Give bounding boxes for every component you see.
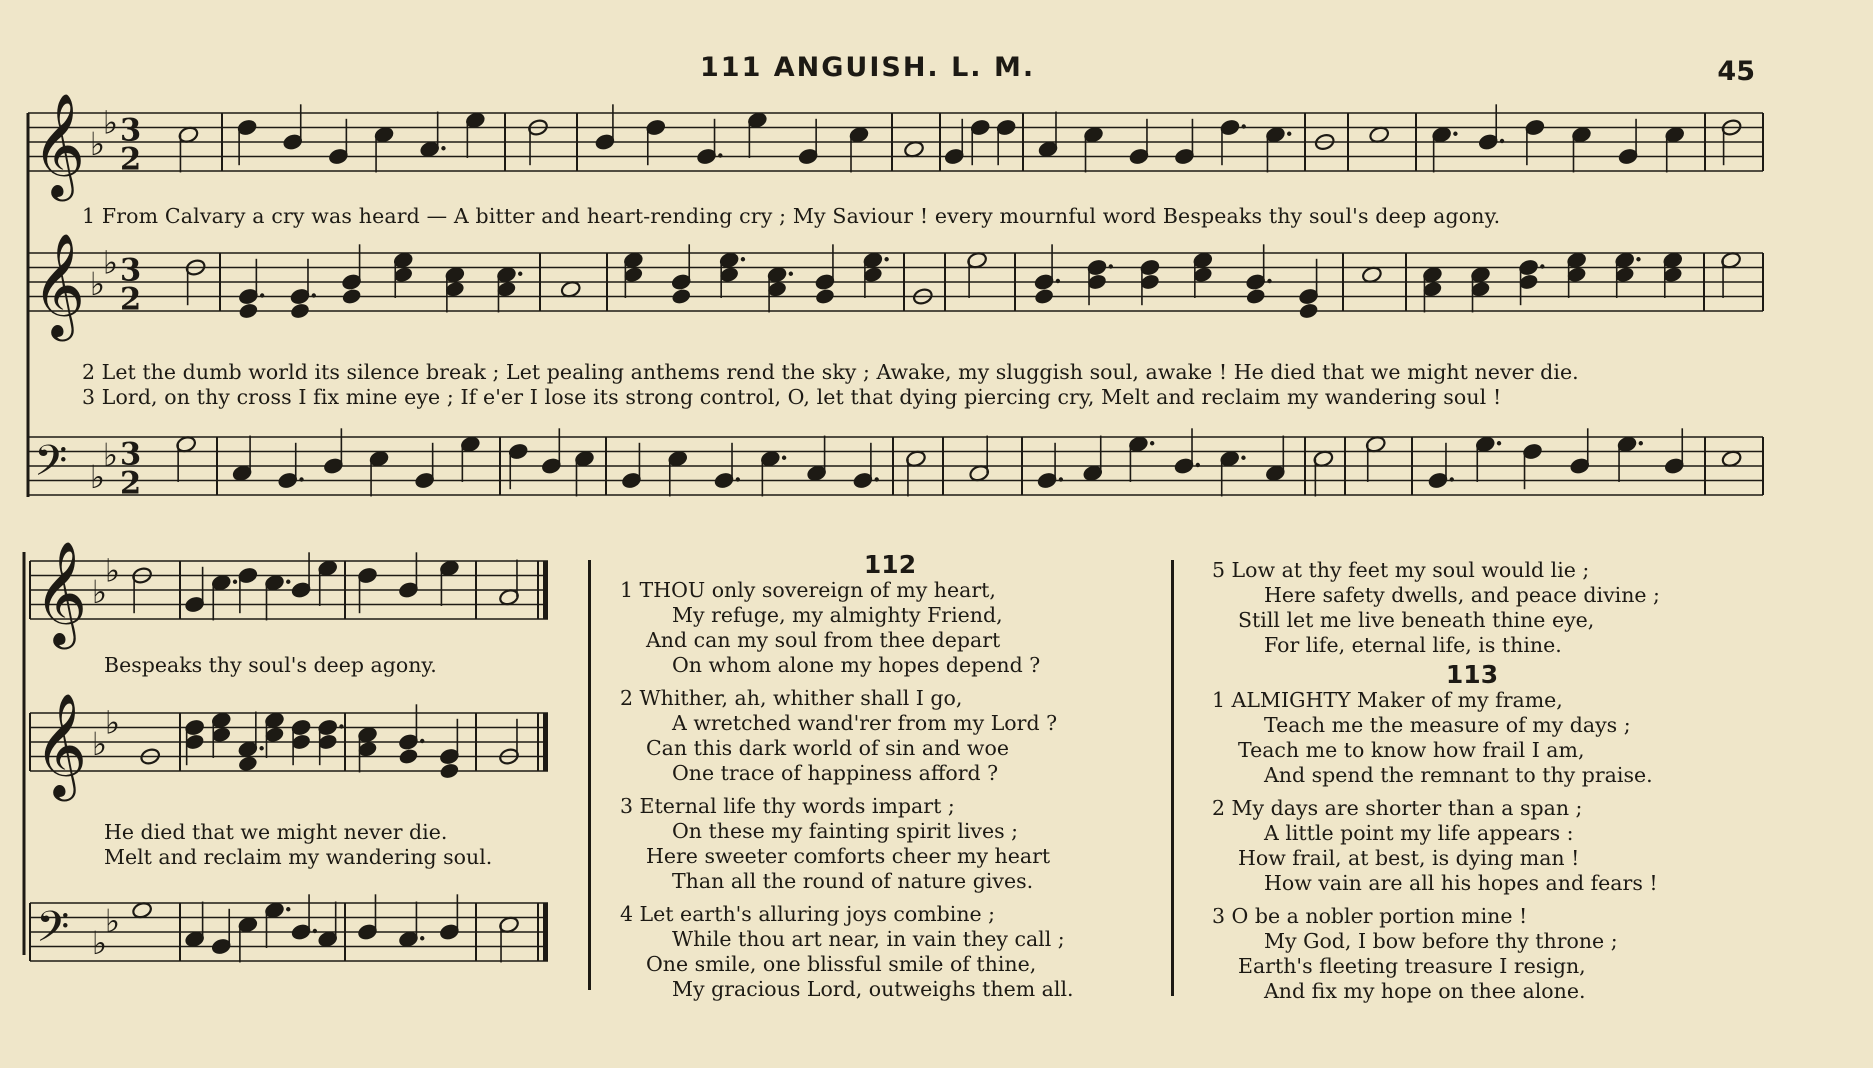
hymn-113-stanzas xyxy=(1212,688,1732,1004)
dot xyxy=(1540,264,1544,268)
ending-lyric-3: Melt and reclaim my wandering soul. xyxy=(104,845,493,869)
hymn-113-line: Earth's fleeting treasure I resign, xyxy=(1238,954,1586,978)
dot xyxy=(299,477,303,481)
time-signature: 2 xyxy=(120,141,142,178)
hymn-112-line: Than all the round of nature gives. xyxy=(672,869,1034,893)
hymn-112-line: 4 Let earth's alluring joys combine ; xyxy=(620,902,996,926)
note-head xyxy=(289,302,310,320)
hymn-112-line: Can this dark world of sin and woe xyxy=(646,736,1009,760)
bass-clef-icon: 𝄢 xyxy=(34,436,68,497)
hymn-112-stanza xyxy=(620,902,1160,1002)
note-head xyxy=(341,287,362,305)
time-signature: 3 xyxy=(120,252,142,289)
hymn-112-line: One trace of happiness afford ? xyxy=(672,761,999,785)
dot xyxy=(1150,441,1154,445)
ending-lyric-1: Bespeaks thy soul's deep agony. xyxy=(104,653,437,677)
flat-sign: ♭ xyxy=(103,436,119,474)
final-bar xyxy=(543,561,548,619)
treble-clef-icon: 𝄞 xyxy=(34,693,88,798)
dot xyxy=(736,477,740,481)
dot xyxy=(1450,477,1454,481)
dot xyxy=(518,272,522,276)
dot xyxy=(312,293,316,297)
dot xyxy=(884,257,888,261)
hymn-112-line: Here sweeter comforts cheer my heart xyxy=(646,844,1051,868)
hymn-112-line: A wretched wand'rer from my Lord ? xyxy=(672,711,1058,735)
hymn-112-line: My gracious Lord, outweighs them all. xyxy=(672,977,1074,1001)
hymn-113-line: 2 My days are shorter than a span ; xyxy=(1212,796,1583,820)
dot xyxy=(1636,257,1640,261)
flat-sign: ♭ xyxy=(90,125,106,164)
dot xyxy=(1059,477,1063,481)
dot xyxy=(339,724,343,728)
flat-sign: ♭ xyxy=(92,923,108,962)
flat-sign: ♭ xyxy=(90,457,106,496)
flat-sign: ♭ xyxy=(92,573,108,612)
dot xyxy=(1196,463,1200,467)
dot xyxy=(1639,441,1643,445)
dot xyxy=(420,739,424,743)
hymn-112-stanza xyxy=(620,686,1160,786)
note-head xyxy=(439,762,460,780)
dot xyxy=(718,153,722,157)
hymn-113-line: And spend the remnant to thy praise. xyxy=(1264,763,1653,787)
note-head xyxy=(238,302,259,320)
time-signature: 3 xyxy=(120,436,142,473)
column-divider-right xyxy=(1171,560,1174,996)
hymn-112-stanza xyxy=(620,794,1160,894)
hymn-113-line: 3 O be a nobler portion mine ! xyxy=(1212,904,1528,928)
hymn-112-line: On these my fainting spirit lives ; xyxy=(672,819,1019,843)
dot xyxy=(1109,264,1113,268)
lyrics-verse-3: 3 Lord, on thy cross I fix mine eye ; If e'er I lose its strong control, O, let that dying piercing cry, Melt and reclaim my wandering soul ! xyxy=(82,385,1502,409)
hymn-113-stanza xyxy=(1212,904,1732,1004)
bass-clef-icon: 𝄢 xyxy=(36,902,70,963)
hymn-112-stanza xyxy=(620,578,1160,678)
dot xyxy=(1267,279,1271,283)
hymn-112-line: And can my soul from thee depart xyxy=(646,628,1001,652)
dot xyxy=(1453,132,1457,136)
time-signature: 3 xyxy=(120,112,142,149)
dot xyxy=(874,477,878,481)
dot xyxy=(1242,124,1246,128)
hymn-112-line: 1 THOU only sovereign of my heart, xyxy=(620,578,996,602)
flat-sign: ♭ xyxy=(105,902,121,940)
dot xyxy=(420,936,424,940)
note-head xyxy=(671,287,692,305)
hymn-112-line: One smile, one blissful smile of thine, xyxy=(646,952,1037,976)
hymn-112-stanzas xyxy=(620,578,1160,1002)
hymn-113-line: Teach me the measure of my days ; xyxy=(1264,713,1631,737)
hymn-113-stanza xyxy=(1212,688,1732,788)
note-head xyxy=(1033,287,1054,305)
note-head xyxy=(1721,450,1742,468)
dot xyxy=(313,929,317,933)
hymn-112-cont-line: 5 Low at thy feet my soul would lie ; xyxy=(1212,558,1590,582)
dot xyxy=(286,907,290,911)
column-divider-left xyxy=(588,560,591,990)
hymn-113-line: And fix my hope on thee alone. xyxy=(1264,979,1586,1003)
hymn-title: 111 ANGUISH. L. M. xyxy=(700,52,1036,83)
lyrics-verse-1: 1 From Calvary a cry was heard — A bitter and heart-rending cry ; My Saviour ! every mournful word Bespeaks thy soul's deep agony. xyxy=(82,204,1501,228)
ending-lyric-2: He died that we might never die. xyxy=(104,820,448,844)
hymn-112-line: While thou art near, in vain they call ; xyxy=(672,927,1065,951)
note-head xyxy=(237,755,258,773)
note-head xyxy=(903,140,924,158)
lyrics-verse-2: 2 Let the dumb world its silence break ; Let pealing anthems rend the sky ; Awake, my sluggish soul, awake ! He died that we might never die. xyxy=(82,360,1579,384)
hymn-113-line: My God, I bow before thy throne ; xyxy=(1264,929,1618,953)
hymn-113-line: How frail, at best, is dying man ! xyxy=(1238,846,1580,870)
note-head xyxy=(1298,302,1319,320)
dot xyxy=(1500,139,1504,143)
dot xyxy=(1056,279,1060,283)
dot xyxy=(441,146,445,150)
dot xyxy=(233,580,237,584)
hymn-112-cont-line: Still let me live beneath thine eye, xyxy=(1238,608,1595,632)
dot xyxy=(782,456,786,460)
dot xyxy=(741,257,745,261)
time-signature: 2 xyxy=(120,465,142,502)
treble-clef-icon: 𝄞 xyxy=(32,93,86,198)
note-head xyxy=(131,901,152,919)
hymn-113-line: How vain are all his hopes and fears ! xyxy=(1264,871,1658,895)
note-head xyxy=(814,287,835,305)
hymn-113-number: 113 xyxy=(1445,660,1499,689)
treble-clef-icon: 𝄞 xyxy=(34,541,88,646)
final-bar xyxy=(543,713,548,771)
note-head xyxy=(1368,126,1389,144)
treble-clef-icon: 𝄞 xyxy=(32,233,86,338)
flat-sign: ♭ xyxy=(103,103,119,142)
dot xyxy=(1497,441,1501,445)
hymn-112-cont-stanza xyxy=(1212,558,1732,658)
hymn-113-stanza xyxy=(1212,796,1732,896)
flat-sign: ♭ xyxy=(92,725,108,764)
hymn-112-column xyxy=(620,552,1160,1010)
hymn-113-line: 1 ALMIGHTY Maker of my frame, xyxy=(1212,688,1563,712)
hymn-112-cont-line: For life, eternal life, is thine. xyxy=(1264,633,1562,657)
flat-sign: ♭ xyxy=(90,265,106,304)
hymn-112-line: My refuge, my almighty Friend, xyxy=(672,603,1003,627)
dot xyxy=(286,580,290,584)
dot xyxy=(1287,132,1291,136)
hymn-112-line: On whom alone my hopes depend ? xyxy=(672,653,1041,677)
dot xyxy=(260,293,264,297)
hymn-112-line: 2 Whither, ah, whither shall I go, xyxy=(620,686,963,710)
flat-sign: ♭ xyxy=(105,551,121,590)
hymn-113-line: Teach me to know how frail I am, xyxy=(1238,738,1585,762)
note-head xyxy=(560,280,581,298)
note-head xyxy=(1361,266,1382,284)
page-number: 45 xyxy=(1717,56,1755,87)
dot xyxy=(789,272,793,276)
time-signature: 2 xyxy=(120,281,142,318)
note-head xyxy=(1245,287,1266,305)
hymn-113-line: A little point my life appears : xyxy=(1264,821,1574,845)
flat-sign: ♭ xyxy=(103,243,119,282)
dot xyxy=(259,746,263,750)
flat-sign: ♭ xyxy=(105,703,121,742)
hymn-113-column xyxy=(1212,558,1732,1012)
dot xyxy=(1241,456,1245,460)
hymn-112-line: 3 Eternal life thy words impart ; xyxy=(620,794,955,818)
hymn-112-number: 112 xyxy=(863,550,917,579)
note-head xyxy=(398,747,419,765)
hymn-112-cont-line: Here safety dwells, and peace divine ; xyxy=(1264,583,1660,607)
hymn-112-continued-stanzas xyxy=(1212,558,1732,658)
final-bar xyxy=(543,903,548,961)
